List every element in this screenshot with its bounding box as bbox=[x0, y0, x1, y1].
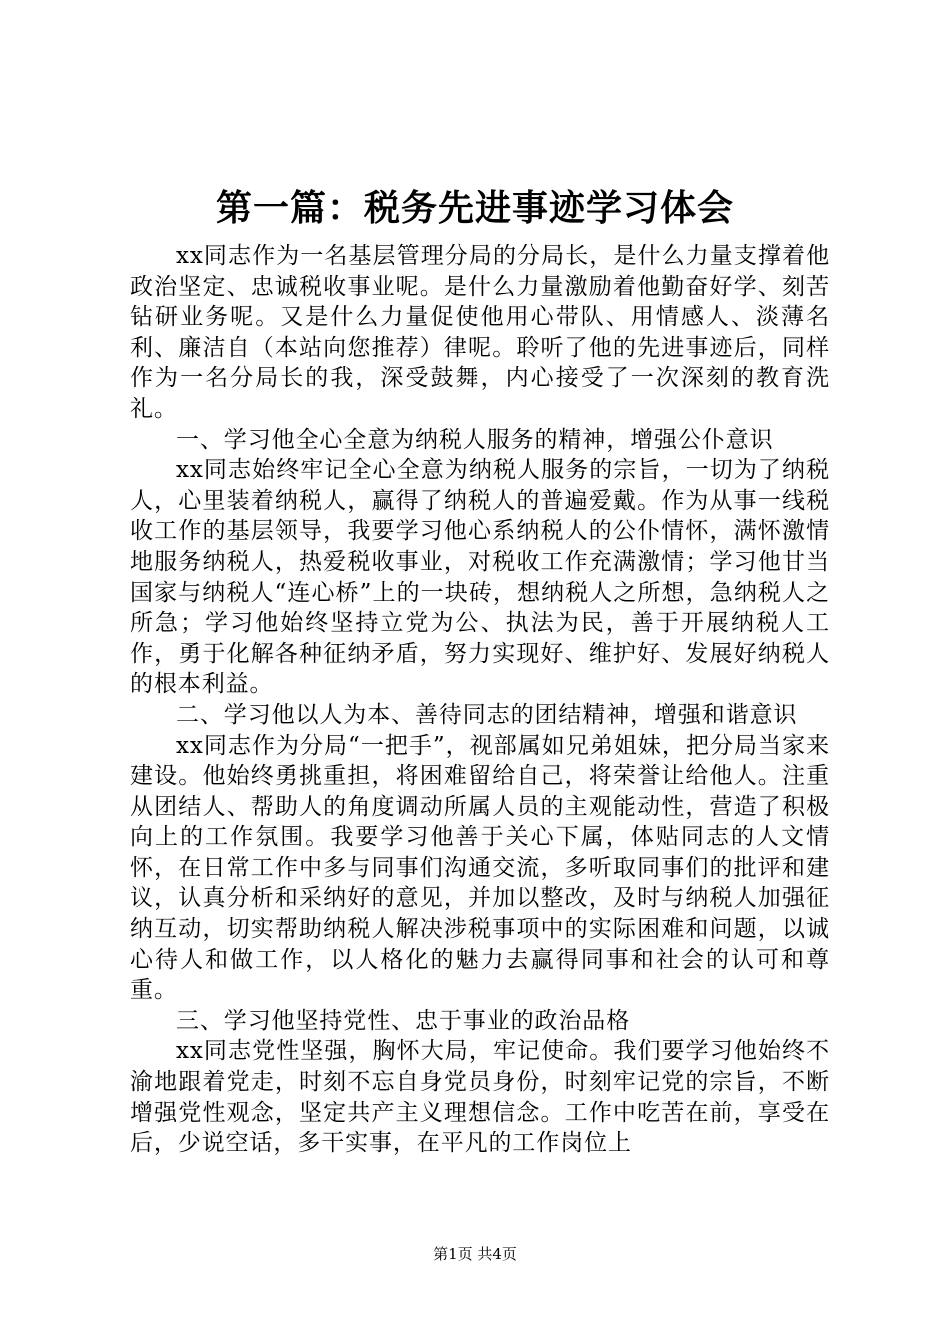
paragraph-section-1: xx同志始终牢记全心全意为纳税人服务的宗旨，一切为了纳税人，心里装着纳税人，赢得了纳税人的普遍爱戴。作为从事一线税收工作的基层领导，我要学习他心系纳税人的公仆情怀，满怀激情地服务纳税人，热爱税收事业，对税收工作充满激情；学习他甘当国家与纳税人“连心桥”上的一块砖，想纳税人之所想，急纳税人之所急；学习他始终坚持立党为公、执法为民，善于开展纳税人工作，勇于化解各种征纳矛盾，努力实现好、维护好、发展好纳税人的根本利益。 bbox=[130, 457, 830, 698]
paragraph-section-2: xx同志作为分局“一把手”，视部属如兄弟姐妹，把分局当家来建设。他始终勇挑重担，将困难留给自己，将荣誉让给他人。注重从团结人、帮助人的角度调动所属人员的主观能动性，营造了积极向上的工作氛围。我要学习他善于关心下属，体贴同志的人文情怀，在日常工作中多与同事们沟通交流，多听取同事们的批评和建议，认真分析和采纳好的意见，并加以整改，及时与纳税人加强征纳互动，切实帮助纳税人解决涉税事项中的实际困难和问题，以诚心待人和做工作，以人格化的魅力去赢得同事和社会的认可和尊重。 bbox=[130, 732, 830, 1004]
paragraph-section-3: xx同志党性坚强，胸怀大局，牢记使命。我们要学习他始终不渝地跟着党走，时刻不忘自身党员身份，时刻牢记党的宗旨，不断增强党性观念，坚定共产主义理想信念。工作中吃苦在前，享受在后，少说空话，多干实事，在平凡的工作岗位上 bbox=[130, 1038, 830, 1157]
section-heading-1: 一、学习他全心全意为纳税人服务的精神，增强公仆意识 bbox=[176, 426, 774, 453]
document-title: 第一篇：税务先进事迹学习体会 bbox=[215, 187, 734, 229]
paragraph-intro: xx同志作为一名基层管理分局的分局长，是什么力量支撑着他政治坚定、忠诚税收事业呢。是什么力量激励着他勤奋好学、刻苦钻研业务呢。又是什么力量促使他用心带队、用情感人、淡薄名利、廉洁自（本站向您推荐）律呢。聆听了他的先进事迹后，同样作为一名分局长的我，深受鼓舞，内心接受了一次深刻的教育洗礼。 bbox=[130, 243, 830, 422]
document-body bbox=[130, 241, 830, 1159]
page-footer: 第1页 共4页 bbox=[433, 1245, 517, 1263]
section-heading-3: 三、学习他坚持党性、忠于事业的政治品格 bbox=[176, 1007, 631, 1034]
section-heading-2: 二、学习他以人为本、善待同志的团结精神，增强和谐意识 bbox=[176, 701, 798, 728]
